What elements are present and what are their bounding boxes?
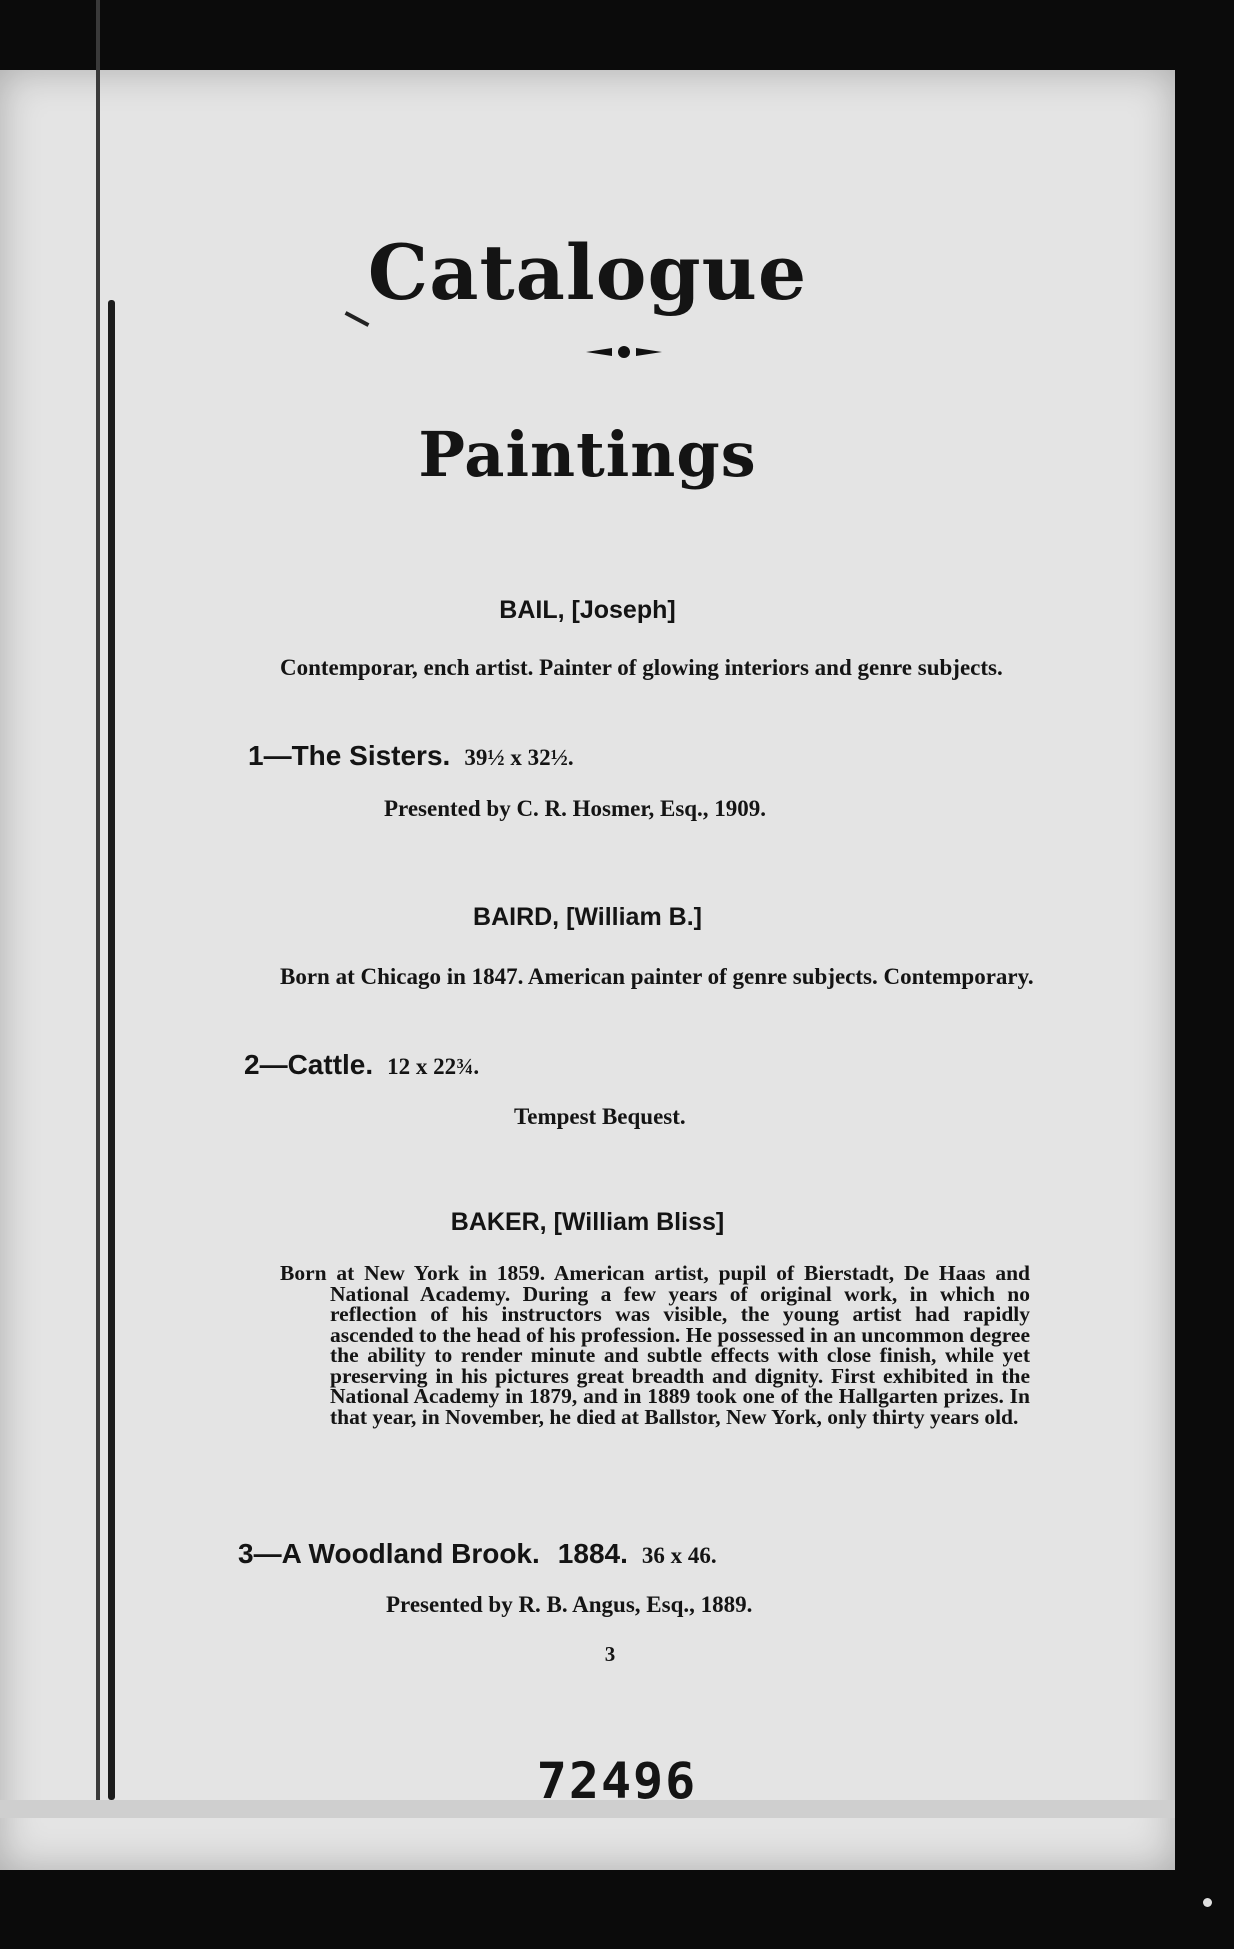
catalogue-number: 1— — [248, 740, 292, 771]
artist-heading: BAKER, [William Bliss] — [450, 1208, 725, 1236]
painting-title: Cattle. — [287, 1049, 374, 1080]
painting-title: The Sisters. — [291, 740, 451, 771]
painting-entry — [248, 740, 574, 772]
artist-heading: BAIRD, [William B.] — [473, 903, 702, 931]
binding-shadow — [108, 300, 115, 1800]
artist-heading: BAIL, [Joseph] — [499, 596, 676, 624]
scan-speck — [1203, 1898, 1212, 1907]
section-title: Paintings — [418, 418, 757, 491]
page-number: 3 — [604, 1642, 616, 1666]
painting-entry — [238, 1538, 717, 1570]
painting-dimensions: 36 x 46. — [641, 1543, 717, 1568]
catalogue-number: 2— — [244, 1049, 288, 1080]
painting-entry — [244, 1049, 479, 1081]
provenance: Tempest Bequest. — [514, 1104, 686, 1129]
provenance: Presented by R. B. Angus, Esq., 1889. — [386, 1592, 753, 1617]
painting-year: 1884. — [557, 1538, 628, 1569]
artist-bio: Born at Chicago in 1847. American painter of genre subjects. Contemporary. — [280, 964, 1034, 989]
artist-bio: Born at New York in 1859. American artist, pupil of Bierstadt, De Haas and National Academy. During a few years of original work, in which no reflection of his instructors was visible, the young artist had rapidly ascended to the head of his profession. He possessed in an uncommon degree the ability to render minute and subtle effects with close finish, while yet preserving in his pictures great breadth and dignity. First exhibited in the National Academy in 1879, and in 1889 took one of the Hallgarten prizes. In that year, in November, he died at Ballstor, New York, only thirty years old. — [280, 1261, 1030, 1429]
provenance: Presented by C. R. Hosmer, Esq., 1909. — [384, 796, 767, 821]
painting-title: A Woodland Brook. — [281, 1538, 540, 1569]
artist-bio: Contemporar, ench artist. Painter of glowing interiors and genre subjects. — [280, 655, 1003, 680]
accession-number: 72496 — [536, 1752, 698, 1810]
painting-dimensions: 39½ x 32½. — [464, 745, 574, 770]
ornament-divider — [582, 342, 666, 362]
catalogue-title: Catalogue — [367, 228, 808, 317]
catalogue-number: 3— — [238, 1538, 282, 1569]
painting-dimensions: 12 x 22¾. — [387, 1054, 480, 1079]
